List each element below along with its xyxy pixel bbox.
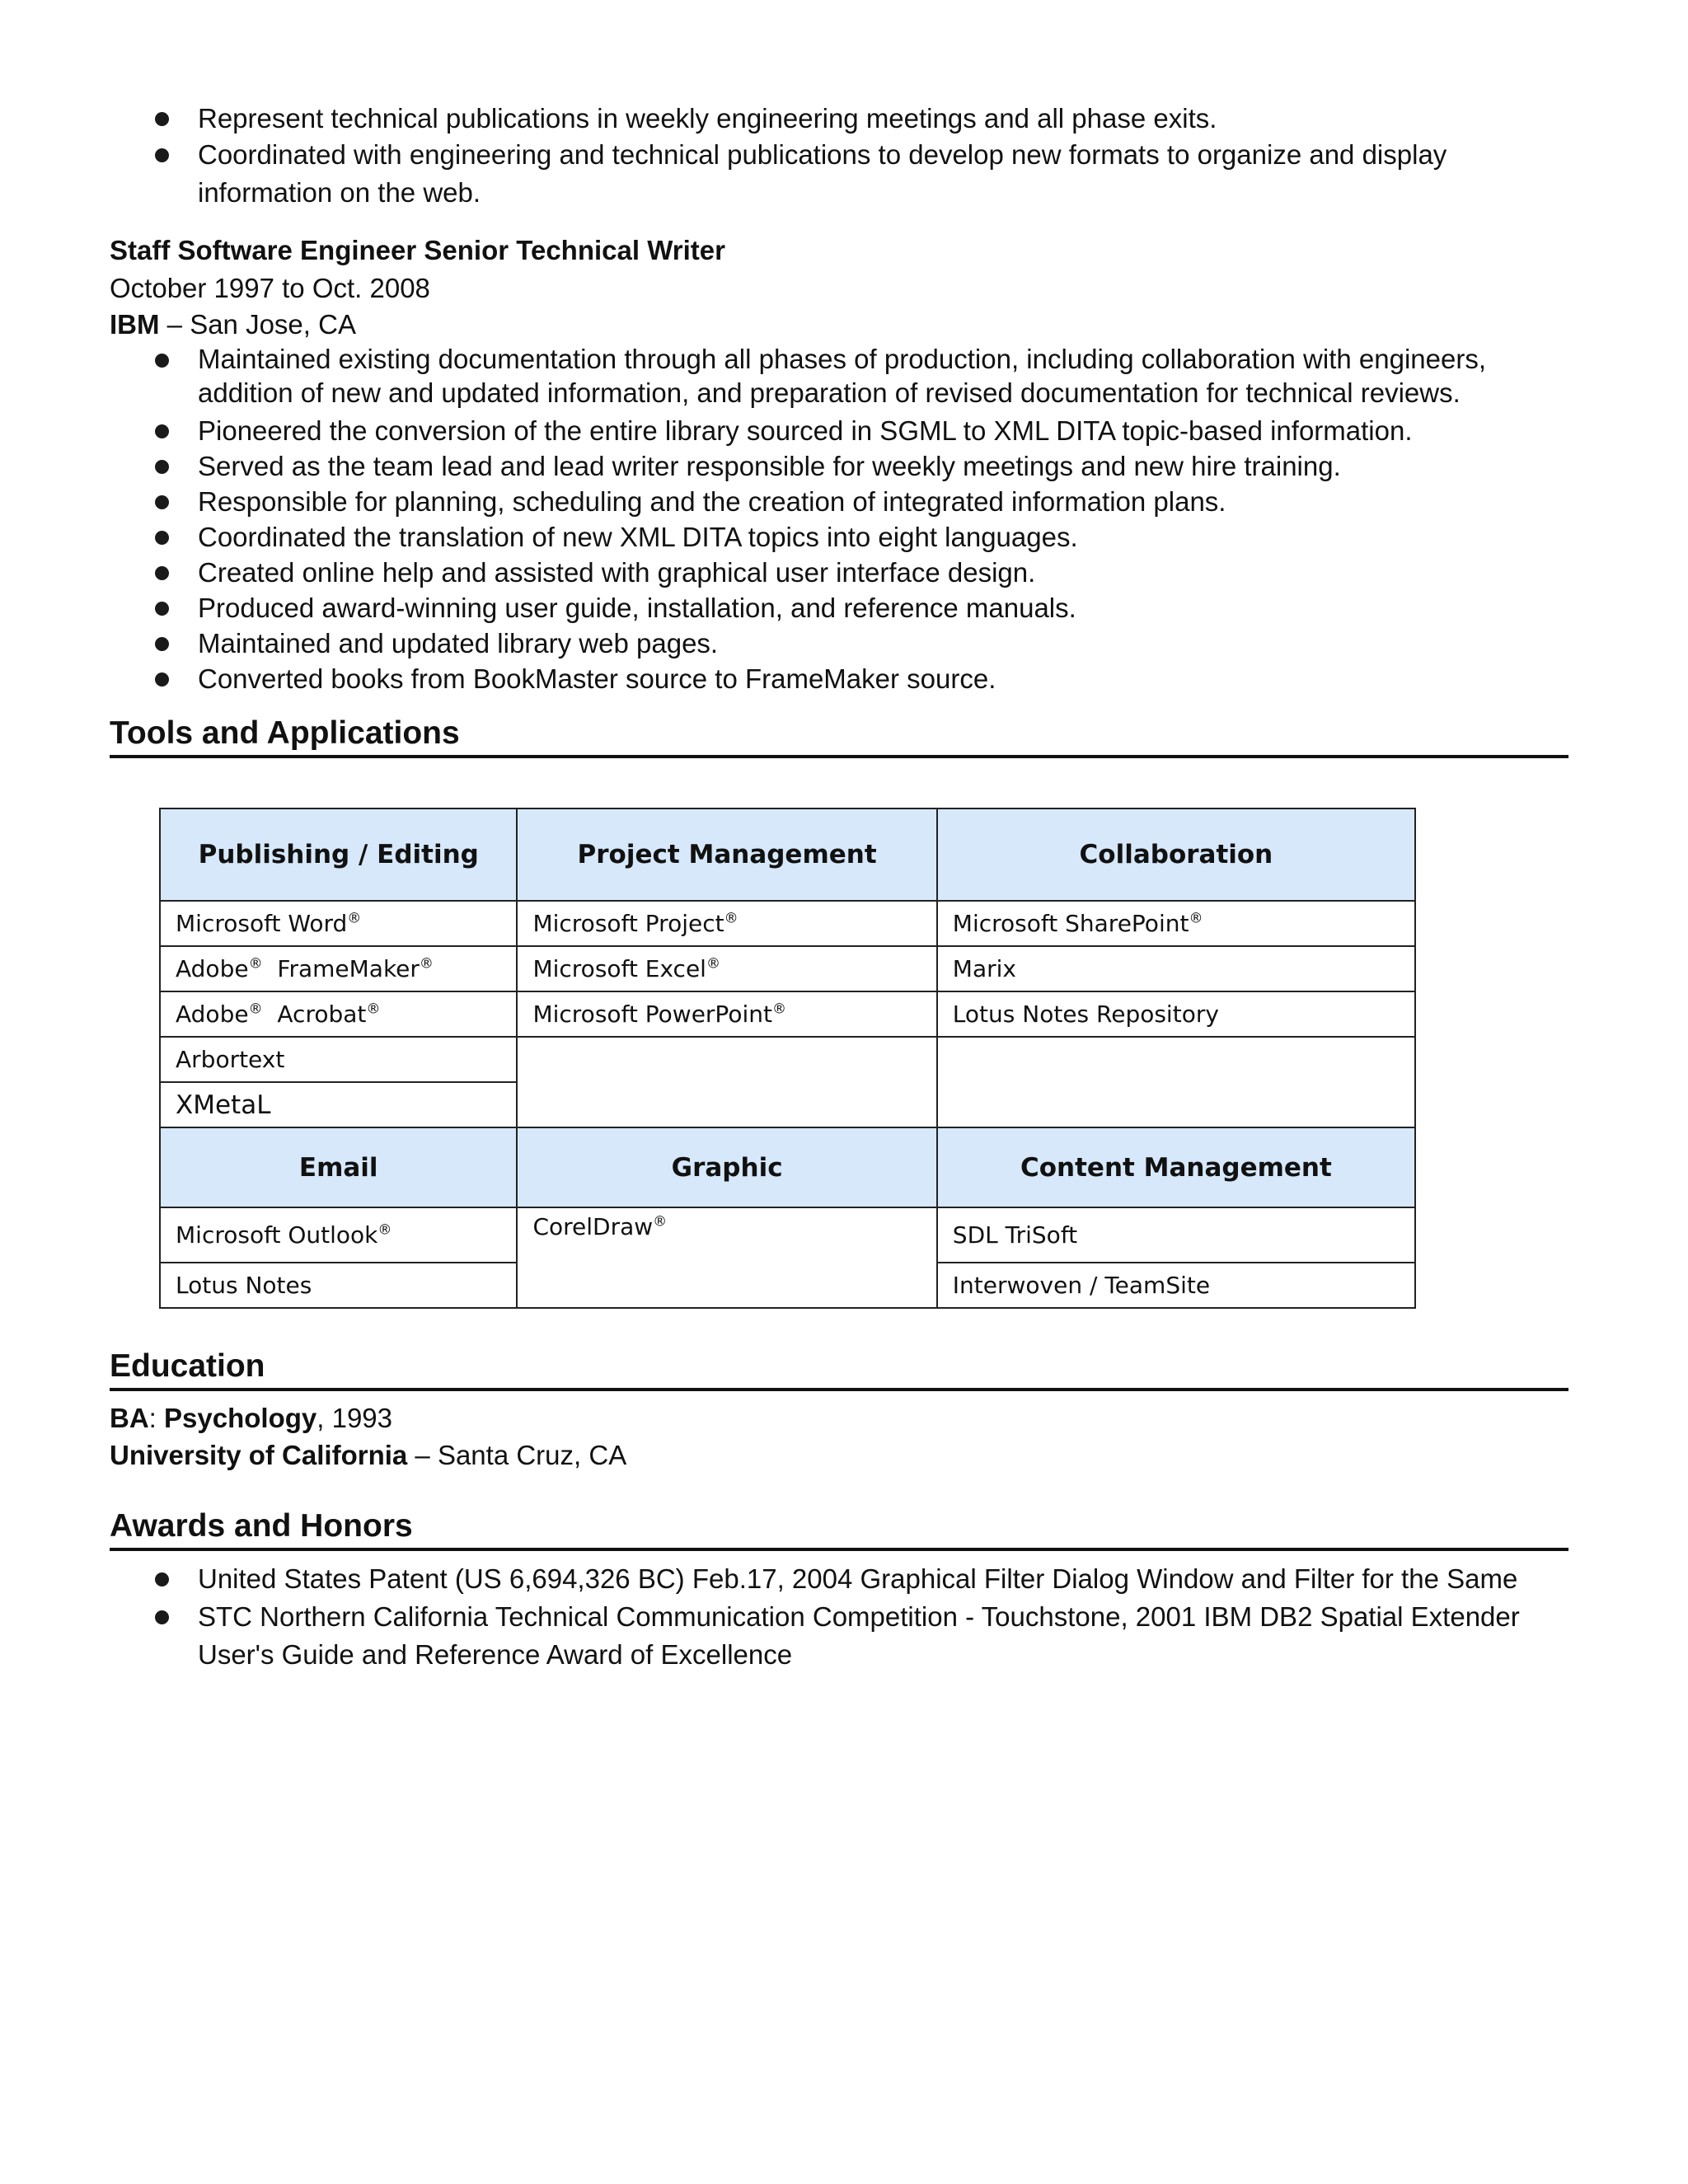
table-cell: Lotus Notes — [160, 1263, 517, 1308]
table-cell: Microsoft Project® — [517, 901, 936, 946]
list-item: Represent technical publications in weekly engineering meetings and all phase exits. — [198, 100, 1558, 138]
bullet-icon — [157, 1574, 167, 1585]
job-title: Staff Software Engineer Senior Technical Writer — [110, 235, 725, 265]
list-item: Responsible for planning, scheduling and the creation of integrated information plans. — [198, 483, 1558, 521]
list-item: Produced award-winning user guide, installation, and reference manuals. — [198, 589, 1558, 627]
table-cell: Lotus Notes Repository — [937, 991, 1415, 1037]
table-cell: Interwoven / TeamSite — [937, 1263, 1415, 1308]
table-cell: SDL TriSoft — [937, 1207, 1415, 1263]
school-line: University of California – Santa Cruz, CA — [110, 1440, 627, 1470]
list-item: Created online help and assisted with graphical user interface design. — [198, 554, 1558, 592]
header-publishing: Publishing / Editing — [160, 808, 517, 901]
table-cell: CorelDraw® — [517, 1207, 936, 1308]
table-cell: Adobe® FrameMaker® — [160, 946, 517, 991]
table-cell: XMetaL — [160, 1082, 517, 1127]
list-item: Converted books from BookMaster source to FrameMaker source. — [198, 660, 1558, 698]
bullet-icon — [157, 532, 167, 543]
header-email: Email — [160, 1127, 517, 1207]
empty-cell — [937, 1037, 1415, 1127]
job-company-line — [110, 307, 356, 343]
degree-line: BA: Psychology, 1993 — [110, 1403, 392, 1433]
bullet-icon — [157, 674, 167, 685]
header-graphic: Graphic — [517, 1127, 936, 1207]
list-item: Served as the team lead and lead writer responsible for weekly meetings and new hire training. — [198, 448, 1558, 485]
header-collaboration: Collaboration — [937, 808, 1415, 901]
education-heading: Education — [110, 1348, 1568, 1391]
tools-heading: Tools and Applications — [110, 715, 1568, 758]
awards-heading: Awards and Honors — [110, 1508, 1568, 1551]
table-cell: Adobe® Acrobat® — [160, 991, 517, 1037]
tools-table — [159, 808, 1416, 1309]
empty-cell — [517, 1037, 936, 1127]
bullet-icon — [157, 114, 167, 124]
list-item: Coordinated the translation of new XML DITA topics into eight languages. — [198, 518, 1558, 556]
table-cell: Microsoft Outlook® — [160, 1207, 517, 1263]
bullet-icon — [157, 426, 167, 437]
bullet-icon — [157, 355, 167, 366]
table-cell: Microsoft Word® — [160, 901, 517, 946]
table-cell: Microsoft SharePoint® — [937, 901, 1415, 946]
table-cell: Microsoft PowerPoint® — [517, 991, 936, 1037]
bullet-icon — [157, 150, 167, 161]
job-location: – San Jose, CA — [159, 309, 356, 340]
job-company: IBM — [110, 309, 160, 340]
table-cell: Arbortext — [160, 1037, 517, 1082]
table-cell: Marix — [937, 946, 1415, 991]
bullet-icon — [157, 568, 167, 579]
list-item: United States Patent (US 6,694,326 BC) Feb.17, 2004 Graphical Filter Dialog Window and Filter for the Same — [198, 1560, 1582, 1598]
bullet-icon — [157, 639, 167, 649]
job-dates: October 1997 to Oct. 2008 — [110, 273, 430, 303]
list-item: Pioneered the conversion of the entire library sourced in SGML to XML DITA topic-based information. — [198, 412, 1558, 450]
list-item: STC Northern California Technical Communication Competition - Touchstone, 2001 IBM DB2 Spatial Extender User's Guide and Reference Award of Excellence — [198, 1598, 1566, 1674]
bullet-icon — [157, 603, 167, 614]
header-project-management: Project Management — [517, 808, 936, 901]
bullet-icon — [157, 1612, 167, 1623]
list-item: Maintained existing documentation through all phases of production, including collaboration with engineers, addition of new and updated information, and preparation of revised documentation for technical reviews. — [198, 342, 1558, 410]
list-item: Coordinated with engineering and technical publications to develop new formats to organize and display information on the web. — [198, 136, 1484, 212]
bullet-icon — [157, 497, 167, 508]
table-cell: Microsoft Excel® — [517, 946, 936, 991]
list-item: Maintained and updated library web pages. — [198, 625, 1558, 663]
bullet-icon — [157, 462, 167, 472]
header-content-management: Content Management — [937, 1127, 1415, 1207]
